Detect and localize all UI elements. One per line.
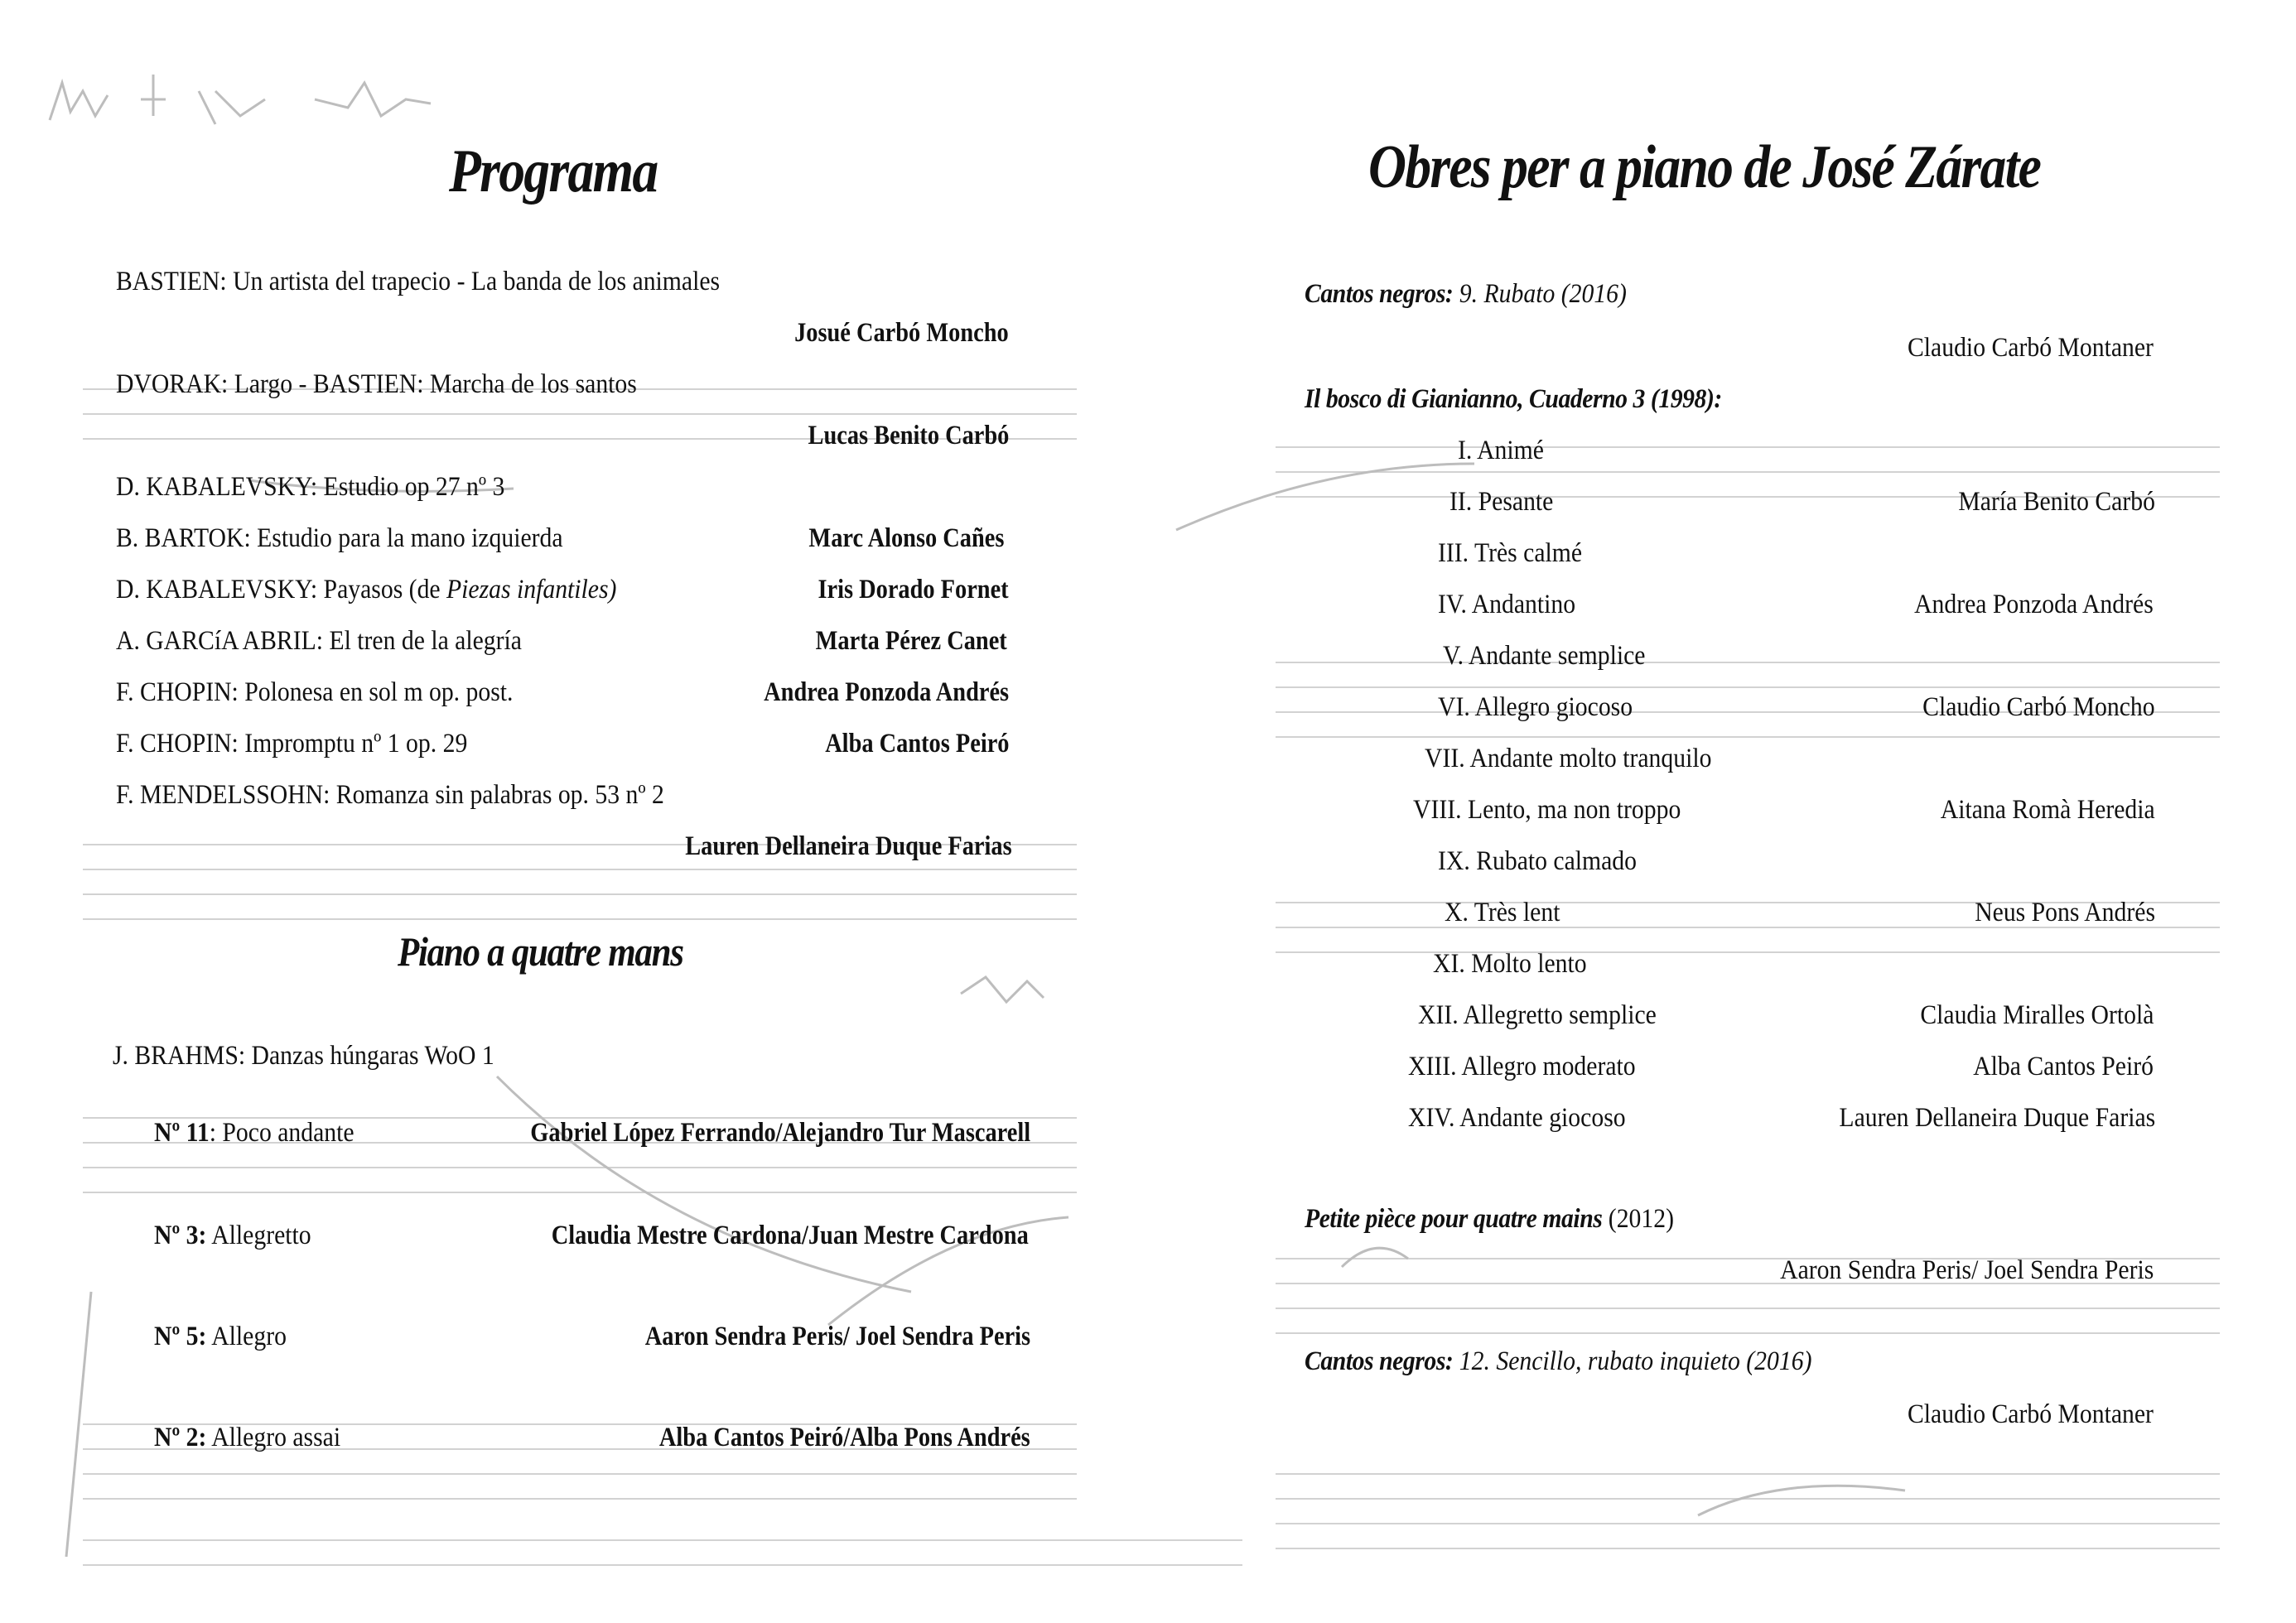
program-title: Programa (449, 137, 658, 205)
program-item-performer: Andrea Ponzoda Andrés (764, 677, 1009, 707)
movement-performer: Alba Cantos Peiró (1973, 1052, 2154, 1081)
program-item-performer: Lauren Dellaneira Duque Farias (685, 831, 1012, 861)
work-title: Petite pièce pour quatre mains (1305, 1204, 1603, 1234)
program-item-work: A. GARCíA ABRIL: El tren de la alegría (116, 626, 522, 656)
program-item-work: F. MENDELSSOHN: Romanza sin palabras op. 53 nº 2 (116, 780, 664, 810)
work-title: Cantos negros: (1305, 1346, 1454, 1376)
dance-entry (154, 1219, 311, 1252)
dance-performers: Claudia Mestre Cardona/Juan Mestre Cardona (552, 1221, 1029, 1250)
dance-entry (154, 1116, 355, 1149)
dance-entry (154, 1421, 340, 1454)
movement: IV. Andantino (1438, 590, 1576, 619)
program-item-performer: Josué Carbó Moncho (794, 318, 1009, 348)
program-item-performer: Marc Alonso Cañes (808, 523, 1004, 553)
dance-entry (154, 1320, 287, 1353)
dance-tempo: Allegro assai (206, 1423, 341, 1452)
dance-number: Nº 5: (154, 1322, 207, 1351)
work-heading (1305, 1345, 1811, 1378)
movement-performer: Claudia Miralles Ortolà (1919, 1000, 2154, 1030)
work-title: Il bosco di Gianianno, Cuaderno 3 (1998): (1305, 384, 1722, 414)
dance-number: Nº 3: (154, 1221, 207, 1250)
movement: II. Pesante (1449, 487, 1554, 517)
work-heading (1305, 1202, 1674, 1235)
dance-performers: Gabriel López Ferrando/Alejandro Tur Mascarell (530, 1118, 1030, 1148)
dance-tempo: Allegretto (206, 1221, 311, 1250)
four-hands-work: J. BRAHMS: Danzas húngaras WoO 1 (113, 1041, 494, 1071)
movement: III. Très calmé (1438, 538, 1583, 568)
movement-performer: Claudio Carbó Moncho (1922, 692, 2155, 722)
program-item-work: DVORAK: Largo - BASTIEN: Marcha de los santos (116, 369, 637, 399)
program-item-work: B. BARTOK: Estudio para la mano izquierda (116, 523, 563, 553)
movement: I. Animé (1458, 436, 1544, 465)
work-title: Cantos negros: (1305, 279, 1454, 309)
works-title: Obres per a piano de José Zárate (1368, 133, 2041, 201)
movement: V. Andante semplice (1443, 641, 1646, 671)
movement: X. Très lent (1445, 898, 1560, 927)
program-item-performer: Iris Dorado Fornet (818, 575, 1009, 604)
movement-performer: María Benito Carbó (1958, 487, 2155, 517)
work-subtitle: 12. Sencillo, rubato inquieto (2016) (1453, 1346, 1812, 1376)
movement: VIII. Lento, ma non troppo (1413, 795, 1681, 825)
movement-performer: Andrea Ponzoda Andrés (1914, 590, 2154, 619)
movement: XI. Molto lento (1433, 949, 1587, 979)
movement: XIII. Allegro moderato (1408, 1052, 1636, 1081)
four-hands-title: Piano a quatre mans (398, 928, 683, 975)
movement: VI. Allegro giocoso (1438, 692, 1633, 722)
movement: XII. Allegretto semplice (1418, 1000, 1657, 1030)
program-item-performer: Marta Pérez Canet (815, 626, 1007, 656)
work-subtitle: (2012) (1602, 1204, 1674, 1234)
work-italic: Piezas infantiles) (446, 575, 617, 604)
work-performer: Aaron Sendra Peris/ Joel Sendra Peris (1779, 1255, 2154, 1285)
program-item-work: F. CHOPIN: Impromptu nº 1 op. 29 (116, 729, 468, 759)
movement-performer: Neus Pons Andrés (1975, 898, 2155, 927)
dance-number: Nº 11 (154, 1118, 210, 1148)
work-subtitle: 9. Rubato (2016) (1453, 279, 1627, 309)
dance-number: Nº 2: (154, 1423, 207, 1452)
dance-tempo: Allegro (206, 1322, 287, 1351)
movement: IX. Rubato calmado (1438, 846, 1638, 876)
work-heading (1305, 383, 1722, 416)
work-heading (1305, 277, 1627, 311)
work-prefix: D. KABALEVSKY: Payasos (de (116, 575, 447, 604)
program-item-work: BASTIEN: Un artista del trapecio - La banda de los animales (116, 267, 721, 296)
dance-tempo: : Poco andante (209, 1118, 355, 1148)
movement-performer: Lauren Dellaneira Duque Farias (1839, 1103, 2155, 1133)
program-item-work (116, 573, 616, 606)
movement: VII. Andante molto tranquilo (1425, 744, 1712, 773)
program-item-performer: Alba Cantos Peiró (824, 729, 1009, 759)
work-performer: Claudio Carbó Montaner (1908, 333, 2154, 363)
program-item-work: D. KABALEVSKY: Estudio op 27 nº 3 (116, 472, 505, 502)
movement: XIV. Andante giocoso (1408, 1103, 1626, 1133)
dance-performers: Alba Cantos Peiró/Alba Pons Andrés (659, 1423, 1030, 1452)
movement-performer: Aitana Romà Heredia (1941, 795, 2155, 825)
program-item-work: F. CHOPIN: Polonesa en sol m op. post. (116, 677, 514, 707)
dance-performers: Aaron Sendra Peris/ Joel Sendra Peris (644, 1322, 1030, 1351)
program-item-performer: Lucas Benito Carbó (808, 421, 1009, 450)
work-performer: Claudio Carbó Montaner (1908, 1399, 2154, 1429)
